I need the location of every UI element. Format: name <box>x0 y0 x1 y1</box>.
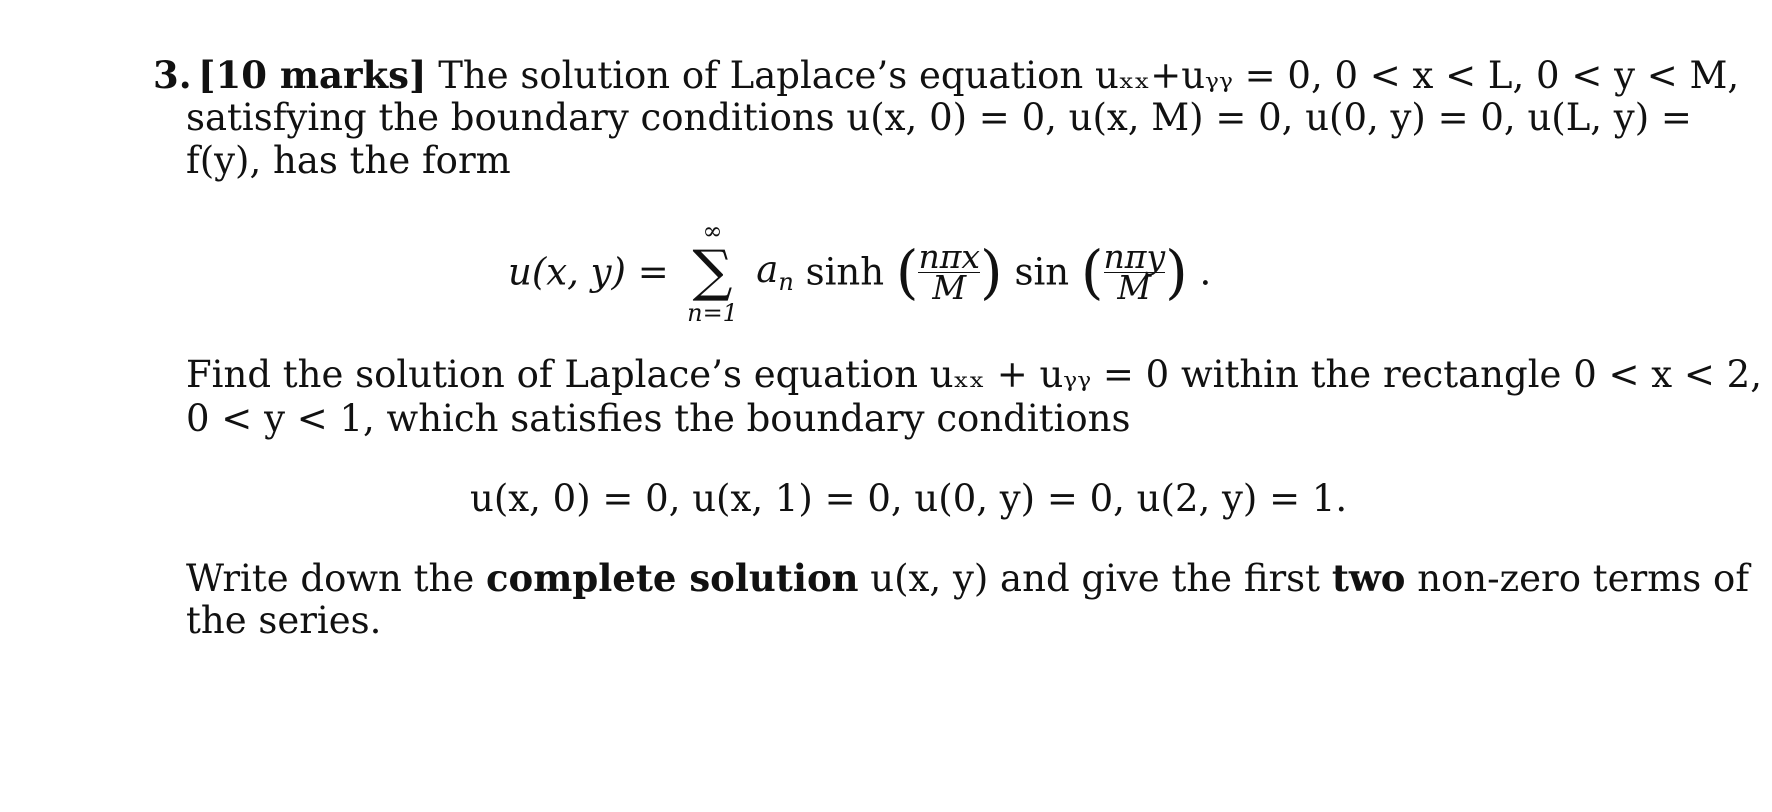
two-emphasis: two <box>1331 556 1406 600</box>
summation <box>681 218 745 326</box>
complete-solution-emphasis: complete solution <box>486 556 859 600</box>
question-number: 3. <box>153 53 192 97</box>
fraction-1-denominator: M <box>932 267 967 307</box>
fraction-npix-over-m <box>918 236 981 307</box>
fraction-npiy-over-m <box>1103 236 1166 307</box>
sum-upper-limit: ∞ <box>702 217 723 245</box>
coeff-subscript: n <box>778 268 794 296</box>
series-equation: u(x, y) = ∞ ∑ n=1 $a_n$ sinh ( $\frac{\text{nπx}}{M}$ ) sin ( $\frac{\text{nπy}}{M}$ ) . <box>508 217 1212 327</box>
find-line-1: Find the solution of Laplace’s equation uₓₓ + uᵧᵧ = 0 within the rectangle 0 < x < 2, <box>186 353 1762 396</box>
coeff-symbol: a <box>756 248 779 291</box>
write-pre: Write down the <box>186 557 475 600</box>
intro-line-3: f(y), has the form <box>186 139 511 182</box>
sum-lower-limit: n=1 <box>687 299 738 327</box>
write-post: non-zero terms of <box>1417 557 1750 600</box>
boundary-conditions-display: u(x, 0) = 0, u(x, 1) = 0, u(0, y) = 0, u(2, y) = 1. <box>470 477 1348 520</box>
fraction-2-denominator: M <box>1117 267 1152 307</box>
intro-line-1 <box>198 52 1739 99</box>
series-period: . <box>1199 250 1212 294</box>
intro-line-1-text: The solution of Laplace’s equation uₓₓ+uᵧᵧ = 0, 0 < x < L, 0 < y < M, <box>438 54 1740 97</box>
sinh-function: sinh <box>805 250 885 294</box>
marks-label: [10 marks] <box>198 53 427 97</box>
write-line-1 <box>186 555 1749 602</box>
write-line-2: the series. <box>186 599 382 642</box>
intro-line-2: satisfying the boundary conditions u(x, 0) = 0, u(x, M) = 0, u(0, y) = 0, u(L, y) = <box>186 96 1692 139</box>
series-lhs: u(x, y) = <box>508 250 669 294</box>
fraction-1-numerator: nπx <box>918 236 981 276</box>
find-line-2: 0 < y < 1, which satisfies the boundary conditions <box>186 397 1131 440</box>
sin-function: sin <box>1014 250 1070 294</box>
coefficient <box>756 248 794 296</box>
write-mid: u(x, y) and give the first <box>870 557 1321 600</box>
fraction-2-numerator: nπy <box>1103 236 1166 276</box>
sum-symbol: ∑ <box>692 239 733 304</box>
